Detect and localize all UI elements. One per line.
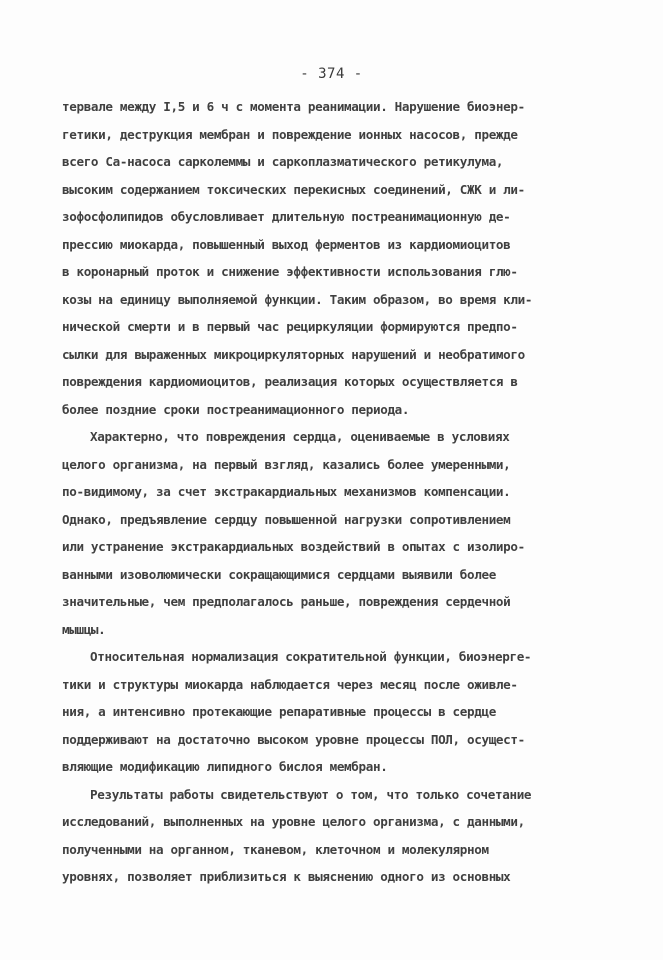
text-line: уровнях, позволяет приблизиться к выяснению одного из основных (62, 869, 511, 884)
text-line: или устранение экстракардиальных воздействий в опытах с изолиро- (62, 539, 525, 554)
text-line: более поздние сроки постреанимационного периода. (62, 401, 410, 417)
paragraph-2 (62, 423, 622, 643)
text-line: сылки для выраженных микроциркуляторных нарушений и необратимого (62, 346, 525, 362)
text-line: прессию миокарда, повышенный выход ферментов из кардиомиоцитов (62, 236, 511, 252)
text-line: вляющие модификацию липидного бислоя мембран. (62, 759, 388, 774)
text-line: Характерно, что повреждения сердца, оцениваемые в условиях (90, 429, 510, 444)
text-line: гетики, деструкция мембран и повреждение ионных насосов, прежде (62, 126, 518, 142)
text-line: по-видимому, за счет экстракардиальных механизмов компенсации. (62, 484, 511, 499)
text-line: исследований, выполненных на уровне целого организма, с данными, (62, 814, 525, 829)
paragraph-4 (62, 781, 622, 891)
text-line: высоким содержанием токсических перекисных соединений, СЖК и ли- (62, 181, 525, 197)
text-line: значительные, чем предполагалось раньше, повреждения сердечной (62, 594, 511, 609)
text-line: зофосфолипидов обусловливает длительную постреанимационную де- (62, 209, 511, 224)
text-line: тервале между I,5 и 6 ч с момента реанимации. Нарушение биоэнер- (62, 99, 525, 114)
body-text (62, 93, 622, 891)
text-line: нической смерти и в первый час рециркуляции формируются предпо- (62, 319, 518, 334)
text-line: Относительная нормализация сократительной функции, биоэнерге- (90, 649, 532, 664)
text-line: тики и структуры миокарда наблюдается через месяц после оживле- (62, 676, 518, 692)
text-line: в коронарный проток и снижение эффективности использования глю- (62, 264, 518, 279)
text-line: Результаты работы свидетельствуют о том, что только сочетание (90, 786, 532, 802)
paragraph-1 (62, 93, 622, 423)
text-line: всего Са-насоса сарколеммы и саркоплазматического ретикулума, (62, 154, 504, 169)
text-line: целого организма, на первый взгляд, казались более умеренными, (62, 456, 511, 472)
text-line: козы на единицу выполняемой функции. Таким образом, во время кли- (62, 291, 533, 307)
text-line: поддерживают на достаточно высоком уровне процессы ПОЛ, осущест- (62, 731, 525, 747)
text-line: мышцы. (62, 621, 106, 637)
text-line: Однако, предъявление сердцу повышенной нагрузки сопротивлением (62, 511, 511, 527)
page-number: - 374 - (300, 66, 363, 82)
text-line: ния, а интенсивно протекающие репаративные процессы в сердце (62, 704, 496, 719)
text-line: повреждения кардиомиоцитов, реализация которых осуществляется в (62, 374, 518, 389)
paragraph-3 (62, 643, 622, 781)
text-line: ванными изоволюмически сокращающимися сердцами выявили более (62, 566, 496, 582)
text-line: полученными на органном, тканевом, клеточном и молекулярном (62, 841, 489, 857)
